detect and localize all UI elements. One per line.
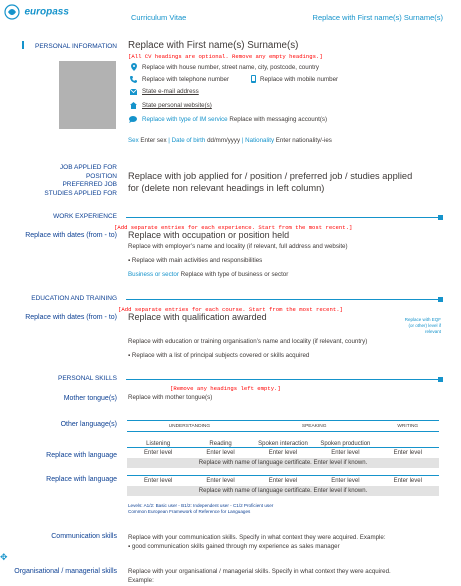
language-row	[127, 476, 439, 487]
sex-value[interactable]: Enter sex	[140, 137, 167, 144]
eqf-line: relevant	[424, 329, 441, 334]
nationality-label: Nationality	[245, 137, 275, 144]
job-label-line: JOB APPLIED FOR	[59, 164, 117, 171]
europass-logo-mark-icon	[4, 4, 20, 20]
im-type-label[interactable]: Replace with type of IM service	[142, 116, 228, 123]
certificate-row	[127, 458, 439, 468]
organisational-line: Replace with your organisational / managerial skills. Specify in what context they were acquired.	[128, 568, 391, 575]
logo-text: europass	[24, 6, 69, 18]
work-activities[interactable]: ▪ Replace with main activities and responsibilities	[128, 257, 263, 264]
full-name[interactable]: Replace with First name(s) Surname(s)	[128, 40, 299, 51]
header-name: Replace with First name(s) Surname(s)	[312, 13, 443, 22]
certificate-row	[127, 486, 439, 496]
chat-icon	[129, 116, 137, 123]
personal-skills-rule-end	[438, 377, 443, 382]
language-table-group-row	[127, 421, 439, 432]
work-experience-note: [Add separate entries for each experience. Start from the most recent.]	[114, 224, 353, 231]
separator: |	[241, 137, 244, 144]
subhead-reading: Reading	[189, 432, 251, 448]
education-subjects[interactable]: ▪ Replace with a list of principal subjects covered or skills acquired	[128, 352, 310, 359]
im-row	[142, 116, 327, 123]
work-dates[interactable]: Replace with dates (from - to)	[25, 232, 117, 239]
levels-note-line: Common European Framework of Reference for Languages	[128, 509, 251, 514]
dob-value[interactable]: dd/mm/yyyy	[207, 137, 241, 144]
level-cell[interactable]: Enter level	[314, 448, 376, 459]
personal-skills-rule	[126, 379, 439, 380]
eqf-line: Replace with EQF	[404, 317, 441, 322]
subhead-spoken-interaction: Spoken interaction	[252, 432, 314, 448]
subhead-blank	[377, 432, 439, 448]
nationality-value[interactable]: Enter nationality/-ies	[275, 137, 332, 144]
group-understanding: UNDERSTANDING	[127, 421, 252, 432]
organisational-skills-text[interactable]	[128, 567, 391, 585]
separator: |	[168, 137, 170, 144]
level-cell[interactable]: Enter level	[377, 476, 439, 487]
photo-placeholder	[59, 61, 116, 129]
business-sector-label: Business or sector	[128, 271, 179, 278]
education-organisation[interactable]: Replace with education or training organisation’s name and locality (if relevant, country)	[128, 338, 368, 345]
eqf-line: (or other) level if	[408, 323, 441, 328]
location-pin-icon	[131, 63, 137, 71]
certificate-cell[interactable]: Replace with name of language certificate. Enter level if known.	[127, 458, 439, 468]
organisational-line: Example:	[128, 577, 154, 584]
levels-note	[128, 503, 273, 515]
communication-line: ▪ good communication skills gained through my experience as sales manager	[128, 543, 340, 550]
job-text-line: for (delete non relevant headings in left column)	[128, 183, 325, 193]
work-business-row	[128, 271, 288, 278]
dob-label: Date of birth	[171, 137, 206, 144]
subhead-listening: Listening	[127, 432, 189, 448]
personal-info-underline	[22, 41, 24, 49]
level-cell[interactable]: Enter level	[127, 476, 189, 487]
work-experience-rule-end	[438, 215, 443, 220]
education-section-label: EDUCATION AND TRAINING	[31, 295, 117, 302]
job-label-line: PREFERRED JOB	[62, 181, 117, 188]
business-sector-value[interactable]: Replace with type of business or sector	[180, 271, 289, 278]
sex-label: Sex	[128, 137, 139, 144]
mother-tongue-value[interactable]: Replace with mother tongue(s)	[128, 394, 213, 401]
table-spacer	[127, 468, 439, 476]
phone-icon	[130, 76, 137, 83]
language-name-label[interactable]: Replace with language	[46, 476, 117, 483]
language-table	[127, 420, 439, 496]
level-cell[interactable]: Enter level	[189, 448, 251, 459]
group-writing: WRITING	[377, 421, 439, 432]
table-move-handle[interactable]: ✥	[0, 552, 8, 562]
job-label-line: POSITION	[85, 172, 117, 180]
europass-logo	[4, 3, 69, 21]
level-cell[interactable]: Enter level	[189, 476, 251, 487]
address-field[interactable]: Replace with house number, street name, city, postcode, country	[142, 64, 320, 71]
im-account-value[interactable]: Replace with messaging account(s)	[229, 116, 328, 123]
home-icon	[130, 102, 137, 109]
personal-info-section-label: PERSONAL INFORMATION	[35, 43, 117, 50]
email-field[interactable]: State e-mail address	[142, 88, 199, 95]
level-cell[interactable]: Enter level	[252, 476, 314, 487]
job-applied-text[interactable]	[128, 170, 412, 194]
work-employer[interactable]: Replace with employer’s name and locality (if relevant, full address and website)	[128, 243, 348, 250]
education-qualification[interactable]: Replace with qualification awarded	[128, 312, 267, 322]
language-name-label[interactable]: Replace with language	[46, 452, 117, 459]
communication-line: Replace with your communication skills. Specify in what context they were acquired. Example:	[128, 534, 386, 541]
work-experience-section-label: WORK EXPERIENCE	[53, 213, 117, 220]
other-languages-label: Other language(s)	[60, 421, 117, 428]
headings-optional-note: [All CV headings are optional. Remove any empty headings.]	[128, 53, 323, 60]
work-experience-rule	[126, 217, 439, 218]
job-applied-label	[44, 164, 117, 198]
education-rule-end	[438, 297, 443, 302]
level-cell[interactable]: Enter level	[314, 476, 376, 487]
education-note: [Add separate entries for each course. Start from the most recent.]	[118, 306, 343, 313]
level-cell[interactable]: Enter level	[252, 448, 314, 459]
subhead-spoken-production: Spoken production	[314, 432, 376, 448]
job-text-line: Replace with job applied for / position / preferred job / studies applied	[128, 171, 413, 181]
levels-note-line: Levels: A1/2: Basic user - B1/2: Independent user - C1/2 Proficient user	[128, 503, 274, 508]
education-rule	[126, 299, 439, 300]
telephone-field[interactable]: Replace with telephone number	[142, 76, 230, 83]
level-cell[interactable]: Enter level	[127, 448, 189, 459]
language-row	[127, 448, 439, 459]
job-label-line: STUDIES APPLIED FOR	[44, 189, 117, 197]
website-field[interactable]: State personal website(s)	[142, 102, 212, 109]
certificate-cell[interactable]: Replace with name of language certificate. Enter level if known.	[127, 486, 439, 496]
mobile-field[interactable]: Replace with mobile number	[260, 76, 339, 83]
sex-dob-nationality-row	[128, 137, 332, 144]
doc-title: Curriculum Vitae	[131, 13, 187, 22]
email-icon	[130, 89, 137, 95]
work-position[interactable]: Replace with occupation or position held	[128, 230, 290, 240]
personal-skills-note: [Remove any headings left empty.]	[170, 385, 281, 392]
education-eqf-level[interactable]	[405, 317, 441, 335]
education-dates[interactable]: Replace with dates (from - to)	[25, 314, 117, 321]
communication-skills-text[interactable]	[128, 533, 386, 551]
communication-skills-label: Communication skills	[51, 533, 117, 540]
mobile-icon	[251, 75, 256, 83]
group-speaking: SPEAKING	[252, 421, 377, 432]
language-table-subhead-row	[127, 432, 439, 448]
level-cell[interactable]: Enter level	[377, 448, 439, 459]
organisational-skills-label: Organisational / managerial skills	[14, 568, 117, 575]
personal-skills-section-label: PERSONAL SKILLS	[57, 375, 117, 382]
mother-tongue-label: Mother tongue(s)	[63, 395, 117, 402]
